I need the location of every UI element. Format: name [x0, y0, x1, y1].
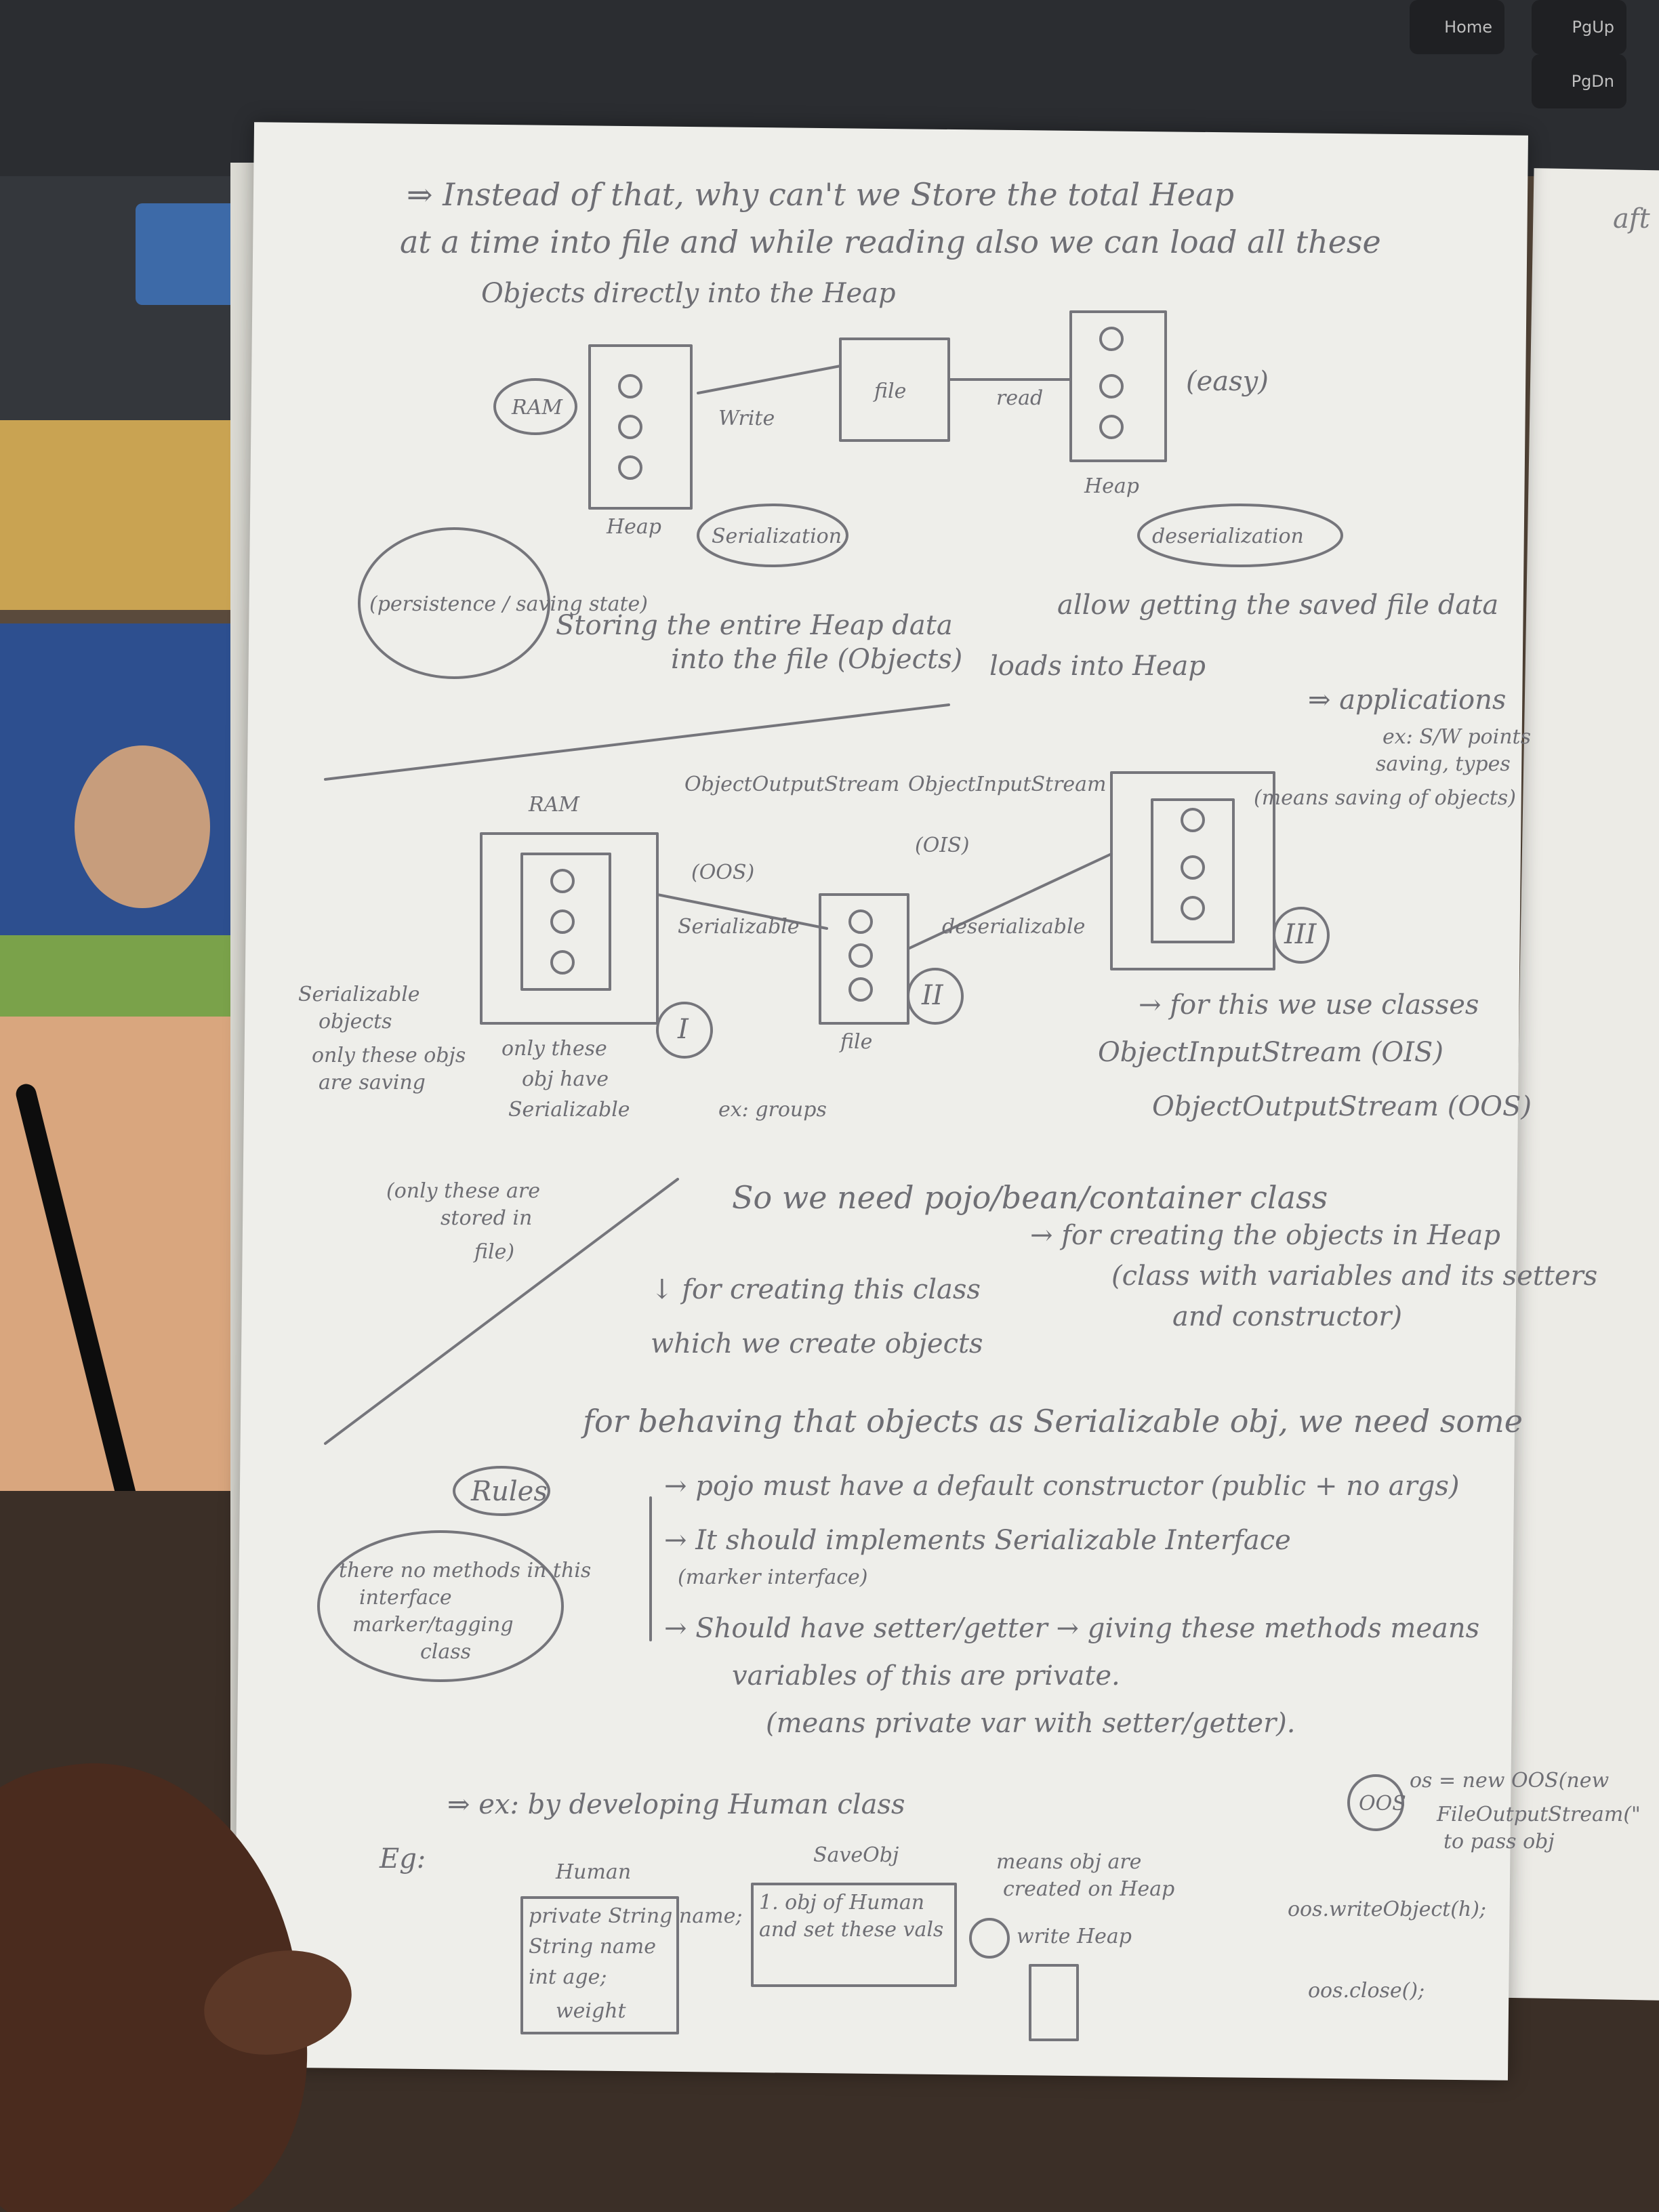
- laptop-sticker: [136, 203, 237, 305]
- file-label-2: file: [840, 1030, 873, 1054]
- deserialization-label: deserialization: [1152, 525, 1304, 548]
- write-heap: write Heap: [1017, 1925, 1132, 1948]
- poster-portrait: [75, 745, 210, 908]
- oos-new: os = new OOS(new: [1410, 1769, 1610, 1793]
- storing-line-2: into the file (Objects): [671, 644, 963, 675]
- rule-1: → pojo must have a default constructor (public + no args): [664, 1471, 1460, 1502]
- pgdn-key-label: PgDn: [1571, 72, 1614, 91]
- rules-label: Rules: [471, 1476, 548, 1507]
- marker-note-4: class: [420, 1640, 472, 1664]
- applications-line-4: (means saving of objects): [1254, 786, 1516, 810]
- allow-line-2: loads into Heap: [989, 651, 1206, 682]
- serialization-label: Serialization: [712, 525, 842, 548]
- pgdn-key: [1532, 54, 1626, 108]
- intro-line-1: ⇒ Instead of that, why can't we Store the total Heap: [407, 176, 1234, 213]
- which-we-create: which we create objects: [651, 1328, 983, 1359]
- marker-note-2: interface: [359, 1586, 452, 1610]
- saveobj-title: SaveObj: [813, 1843, 899, 1867]
- human-title: Human: [556, 1860, 632, 1884]
- left-note-5: only these: [501, 1037, 607, 1061]
- roman-1: I: [678, 1014, 689, 1045]
- intro-line-3: Objects directly into the Heap: [481, 278, 896, 309]
- heap-label: Heap: [607, 515, 662, 539]
- creating-class: ↓ for creating this class: [651, 1274, 981, 1305]
- roman-3: III: [1284, 919, 1317, 950]
- write-label: Write: [718, 407, 775, 430]
- classes-line-2: ObjectInputStream (OIS): [1098, 1037, 1443, 1068]
- fos-line: FileOutputStream(": [1437, 1803, 1641, 1826]
- means-obj: means obj are: [996, 1850, 1142, 1874]
- rule-3: → Should have setter/getter → giving these methods means: [664, 1613, 1480, 1644]
- next-notebook-page: [1502, 168, 1659, 2001]
- behaving-line: for behaving that objects as Serializable obj, we need some: [583, 1403, 1523, 1439]
- human-field-2: String name: [529, 1935, 657, 1959]
- human-field-3: int age;: [529, 1965, 607, 1989]
- rule-3-line-2: variables of this are private.: [732, 1660, 1120, 1692]
- ram-label-2: RAM: [529, 793, 579, 817]
- creating-objects: → for creating the objects in Heap: [1030, 1220, 1500, 1251]
- classes-line-3: ObjectOutputStream (OOS): [1152, 1091, 1532, 1122]
- write-object-line: oos.writeObject(h);: [1288, 1898, 1487, 1921]
- rule-2-note: (marker interface): [678, 1565, 868, 1589]
- heap-label-2: Heap: [1084, 474, 1140, 498]
- next-page-text: aft: [1613, 203, 1650, 234]
- easy-label: (easy): [1186, 366, 1269, 397]
- marker-note-3: marker/tagging: [352, 1613, 514, 1637]
- serializable-label: Serializable: [678, 915, 800, 939]
- created-heap: created on Heap: [1003, 1877, 1175, 1901]
- saveobj-line-1: 1. obj of Human: [759, 1891, 925, 1914]
- rule-2: → It should implements Serializable Interface: [664, 1525, 1291, 1556]
- deserializable-label: deserializable: [942, 915, 1086, 939]
- left-note-1: Serializable: [298, 983, 420, 1006]
- ois-label: (OIS): [915, 834, 970, 857]
- file-label: file: [874, 380, 907, 403]
- saveobj-line-2: and set these vals: [759, 1918, 944, 1942]
- persistence-note: (persistence / saving state): [369, 592, 648, 616]
- home-key: [1410, 0, 1504, 54]
- class-constructor: and constructor): [1172, 1301, 1402, 1332]
- to-pass-obj: to pass obj: [1443, 1830, 1555, 1853]
- left-note-6: obj have: [522, 1067, 609, 1091]
- left-note-7: Serializable: [508, 1098, 630, 1122]
- intro-line-2: at a time into file and while reading also we can load all these: [400, 224, 1381, 260]
- applications-line-2: ex: S/W points: [1382, 725, 1531, 749]
- left-note-10: file): [474, 1240, 515, 1264]
- left-note-3: only these objs: [312, 1044, 466, 1067]
- so-we-need: So we need pojo/bean/container class: [732, 1179, 1328, 1216]
- applications-title: ⇒ applications: [1308, 684, 1507, 716]
- human-field-4: weight: [556, 1999, 626, 2023]
- eg-label: Eg:: [380, 1843, 426, 1875]
- applications-line-3: saving, types: [1376, 752, 1511, 776]
- storing-line-1: Storing the entire Heap data: [556, 610, 953, 641]
- allow-line-1: allow getting the saved file data: [1057, 590, 1499, 621]
- ois-note: ObjectInputStream: [908, 773, 1107, 796]
- example-line: ⇒ ex: by developing Human class: [447, 1789, 905, 1820]
- oos-note: ObjectOutputStream: [684, 773, 900, 796]
- class-variables: (class with variables and its setters: [1111, 1261, 1598, 1292]
- marker-note-1: there no methods in this: [339, 1559, 592, 1582]
- ex-groups-note: ex: groups: [718, 1098, 827, 1122]
- left-note-8: (only these are: [386, 1179, 540, 1203]
- read-label: read: [996, 386, 1044, 410]
- left-note-2: objects: [319, 1010, 392, 1033]
- left-note-4: are saving: [319, 1071, 426, 1094]
- home-key-label: Home: [1444, 18, 1492, 37]
- pgup-key-label: PgUp: [1572, 18, 1614, 37]
- pgup-key: [1532, 0, 1626, 54]
- oos-label: (OOS): [691, 861, 755, 884]
- human-field-1: private String name;: [529, 1904, 743, 1928]
- oos-circle-label: OOS: [1359, 1792, 1406, 1816]
- classes-line-1: → for this we use classes: [1139, 989, 1479, 1021]
- close-line: oos.close();: [1308, 1979, 1425, 2003]
- left-note-9: stored in: [441, 1206, 533, 1230]
- roman-2: II: [922, 980, 943, 1011]
- rule-3-line-3: (means private var with setter/getter).: [766, 1708, 1296, 1739]
- ram-label: RAM: [512, 396, 562, 419]
